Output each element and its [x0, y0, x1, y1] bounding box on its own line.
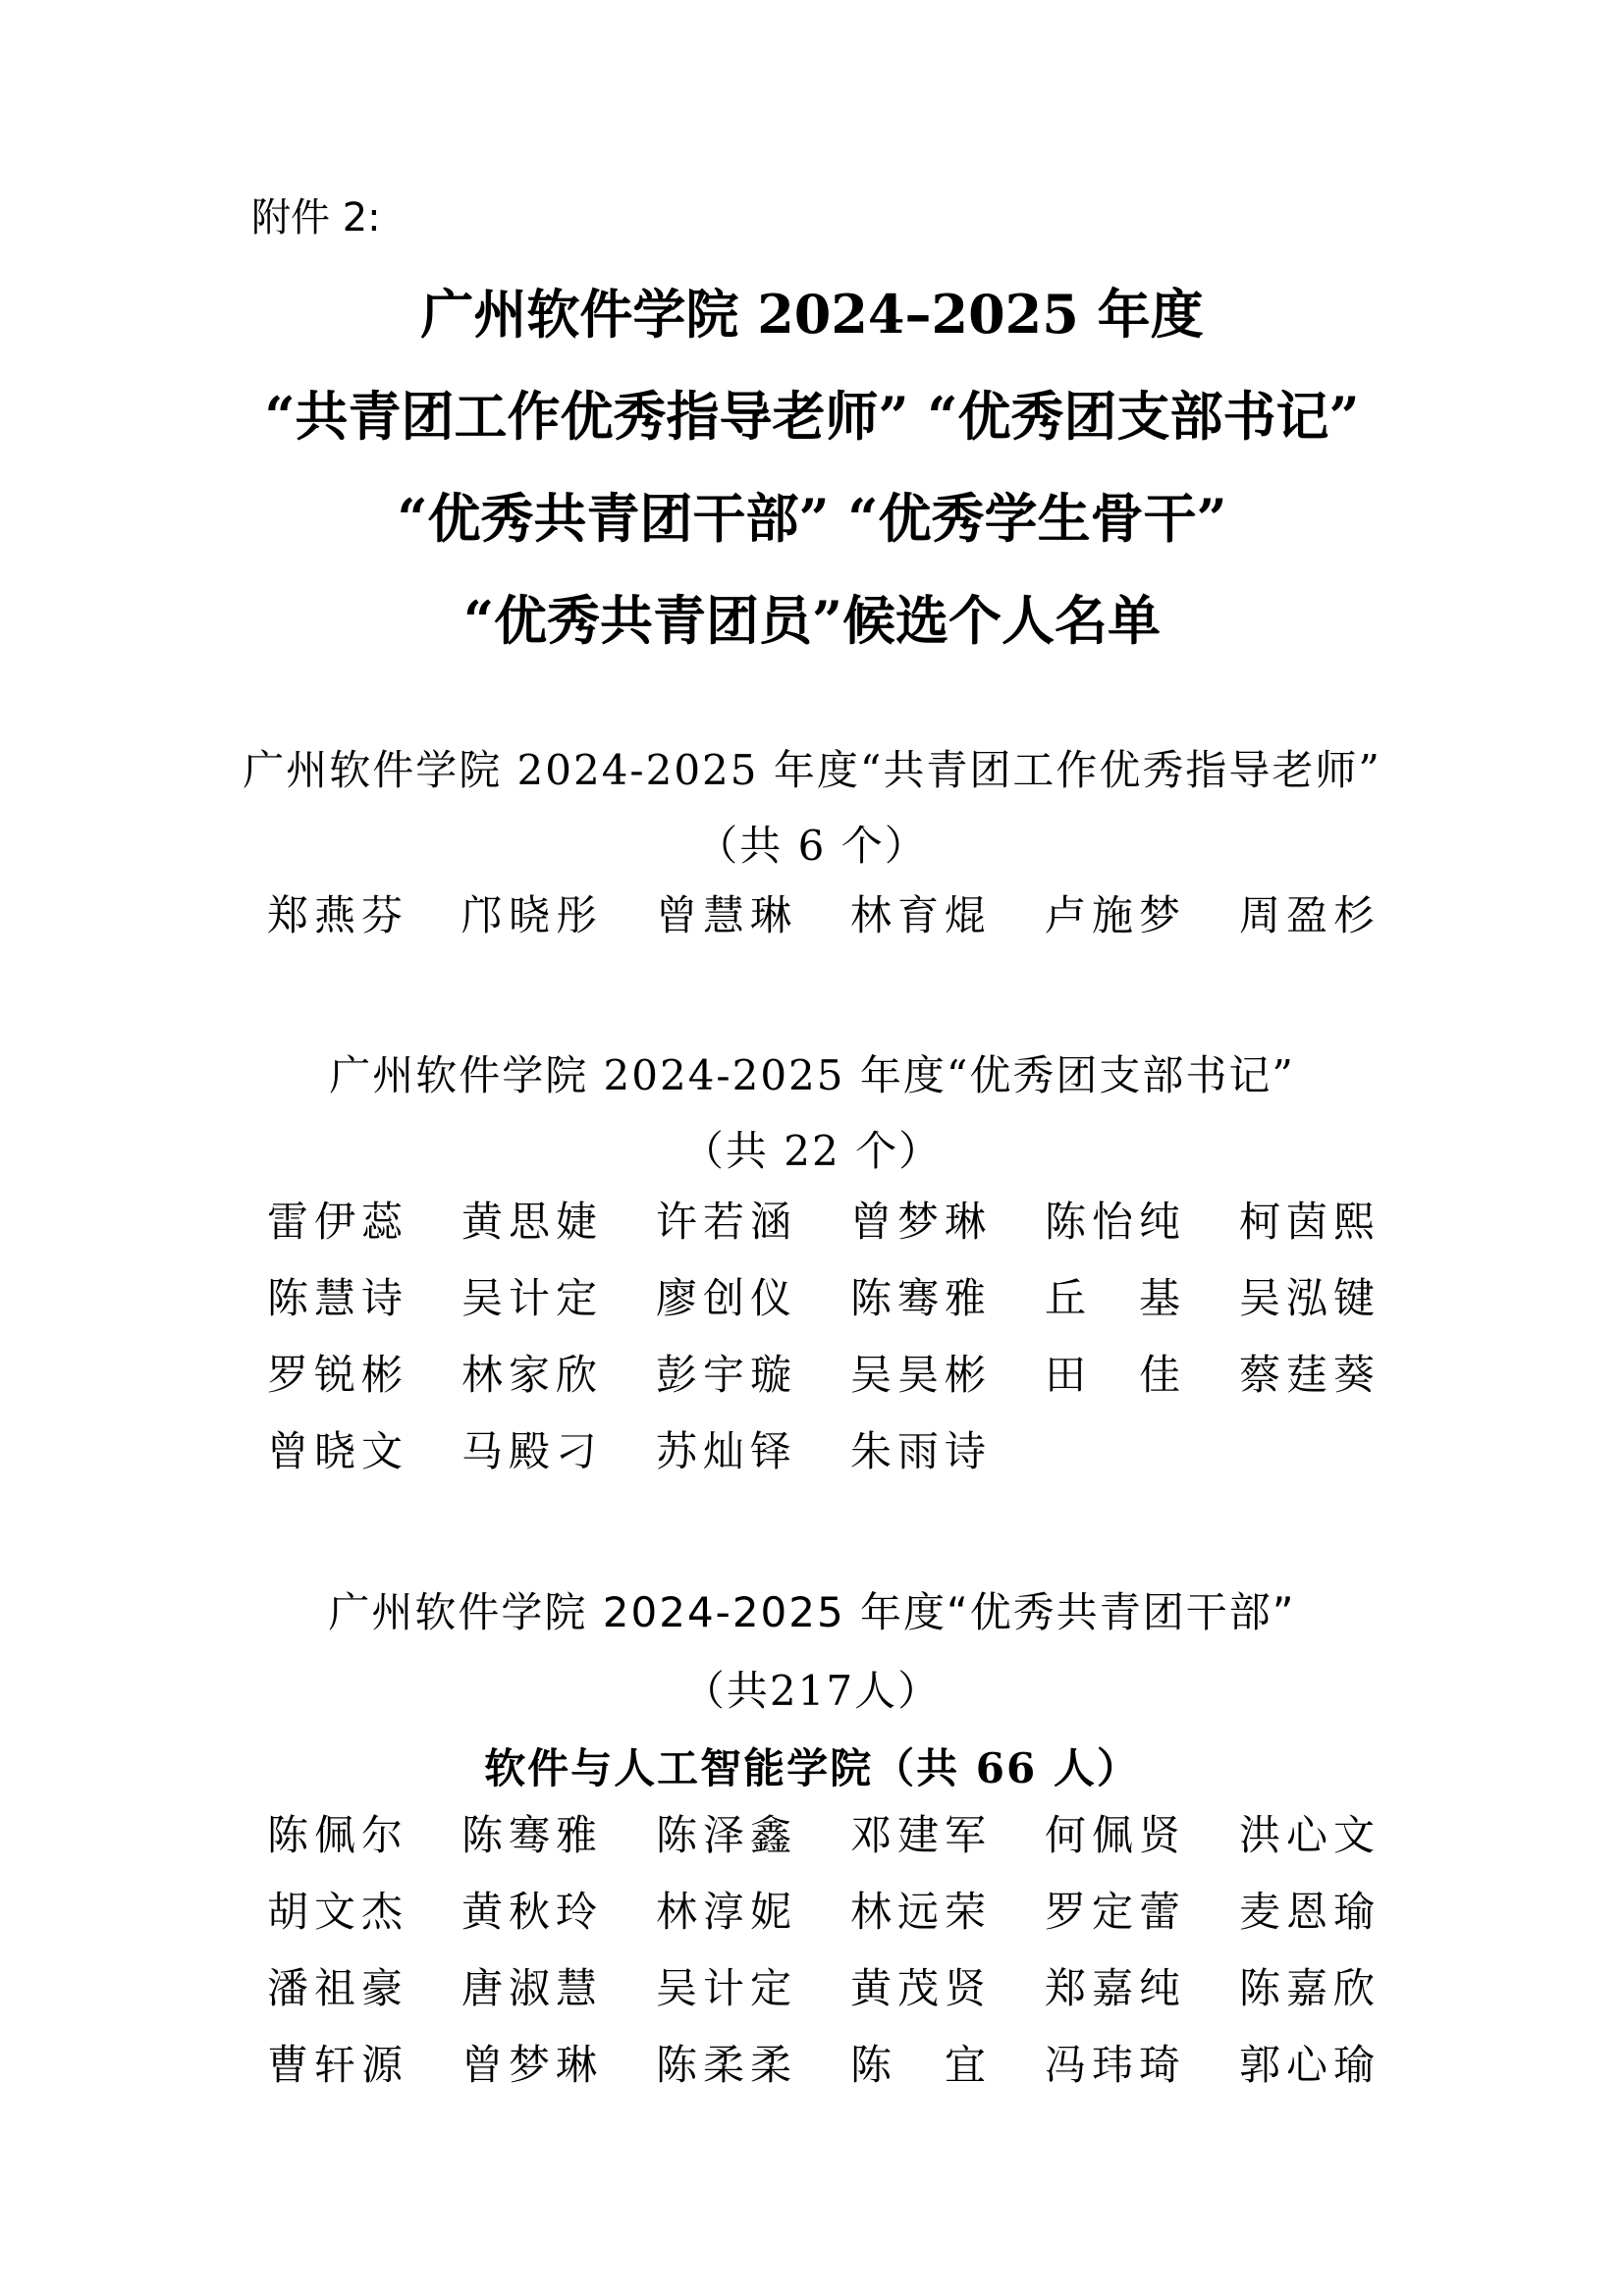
section2-heading: 广州软件学院 2024-2025 年度“优秀团支部书记” [329, 1051, 1295, 1099]
name-item: 胡文杰 [267, 1888, 409, 1936]
section3-subheading: 软件与人工智能学院（共 66 人） [484, 1744, 1140, 1792]
name-item: 曾梦琳 [850, 1198, 993, 1246]
name-item: 黄思婕 [461, 1198, 604, 1246]
section1-heading: 广州软件学院 2024-2025 年度“共青团工作优秀指导老师” [243, 746, 1381, 794]
name-item: 吴昊彬 [850, 1351, 993, 1399]
name-item: 田 佳 [1045, 1351, 1187, 1399]
name-item: 陈嘉欣 [1239, 1964, 1381, 2012]
name-item: 唐淑慧 [461, 1964, 604, 2012]
section2-count: （共 22 个） [681, 1127, 943, 1175]
name-item: 陈怡纯 [1045, 1198, 1187, 1246]
name-item: 林家欣 [461, 1351, 604, 1399]
name-item: 吴计定 [656, 1964, 798, 2012]
name-item: 洪心文 [1239, 1811, 1381, 1859]
name-item: 郑嘉纯 [1045, 1964, 1187, 2012]
name-item: 何佩贤 [1045, 1811, 1187, 1859]
title-line-1: 广州软件学院 2024–2025 年度 [420, 283, 1204, 346]
name-item: 曹轩源 [267, 2041, 409, 2089]
name-item: 黄茂贤 [850, 1964, 993, 2012]
name-item: 邓建军 [850, 1811, 993, 1859]
section2-name-list [267, 1184, 1381, 1490]
section3-count: （共217人） [682, 1667, 942, 1715]
name-item: 潘祖豪 [267, 1964, 409, 2012]
title-line-3: “优秀共青团干部” “优秀学生骨干” [397, 487, 1227, 550]
attachment-label: 附件 2: [251, 195, 381, 240]
name-item: 曾晓文 [267, 1427, 409, 1475]
name-item: 吴泓键 [1239, 1274, 1381, 1322]
name-item: 陈 宜 [850, 2041, 993, 2089]
name-item: 麦恩瑜 [1239, 1888, 1381, 1936]
name-item: 朱雨诗 [850, 1427, 993, 1475]
name-item: 丘 基 [1045, 1274, 1187, 1322]
name-item: 陈柔柔 [656, 2041, 798, 2089]
name-item: 马殿刁 [461, 1427, 604, 1475]
name-item: 蔡莛葵 [1239, 1351, 1381, 1399]
name-item: 苏灿铎 [656, 1427, 798, 1475]
name-item: 林远荣 [850, 1888, 993, 1936]
name-item: 吴计定 [461, 1274, 604, 1322]
title-line-2: “共青团工作优秀指导老师” “优秀团支部书记” [264, 385, 1360, 448]
name-item: 邝晓彤 [461, 891, 604, 939]
name-item: 郑燕芬 [267, 891, 409, 939]
name-item: 廖创仪 [656, 1274, 798, 1322]
name-item: 林淳妮 [656, 1888, 798, 1936]
section1-count: （共 6 个） [696, 822, 928, 870]
name-item: 卢施梦 [1045, 891, 1187, 939]
name-item: 罗定蕾 [1045, 1888, 1187, 1936]
document-title [0, 263, 1624, 671]
section1-name-list [267, 878, 1381, 954]
name-item: 陈骞雅 [461, 1811, 604, 1859]
name-item: 林育焜 [850, 891, 993, 939]
name-item: 黄秋玲 [461, 1888, 604, 1936]
name-item: 冯玮琦 [1045, 2041, 1187, 2089]
name-item: 周盈杉 [1239, 891, 1381, 939]
name-item: 彭宇璇 [656, 1351, 798, 1399]
name-item: 雷伊蕊 [267, 1198, 409, 1246]
name-item: 罗锐彬 [267, 1351, 409, 1399]
name-item: 许若涵 [656, 1198, 798, 1246]
name-item: 郭心瑜 [1239, 2041, 1381, 2089]
name-item: 柯茵熙 [1239, 1198, 1381, 1246]
name-item: 陈慧诗 [267, 1274, 409, 1322]
section3-name-list [267, 1797, 1381, 2104]
name-item: 陈佩尔 [267, 1811, 409, 1859]
name-item: 曾梦琳 [461, 2041, 604, 2089]
title-line-4: “优秀共青团员”候选个人名单 [462, 589, 1162, 652]
name-item: 陈泽鑫 [656, 1811, 798, 1859]
name-item: 曾慧琳 [656, 891, 798, 939]
name-item: 陈骞雅 [850, 1274, 993, 1322]
section3-heading: 广州软件学院 2024-2025 年度“优秀共青团干部” [328, 1588, 1296, 1636]
